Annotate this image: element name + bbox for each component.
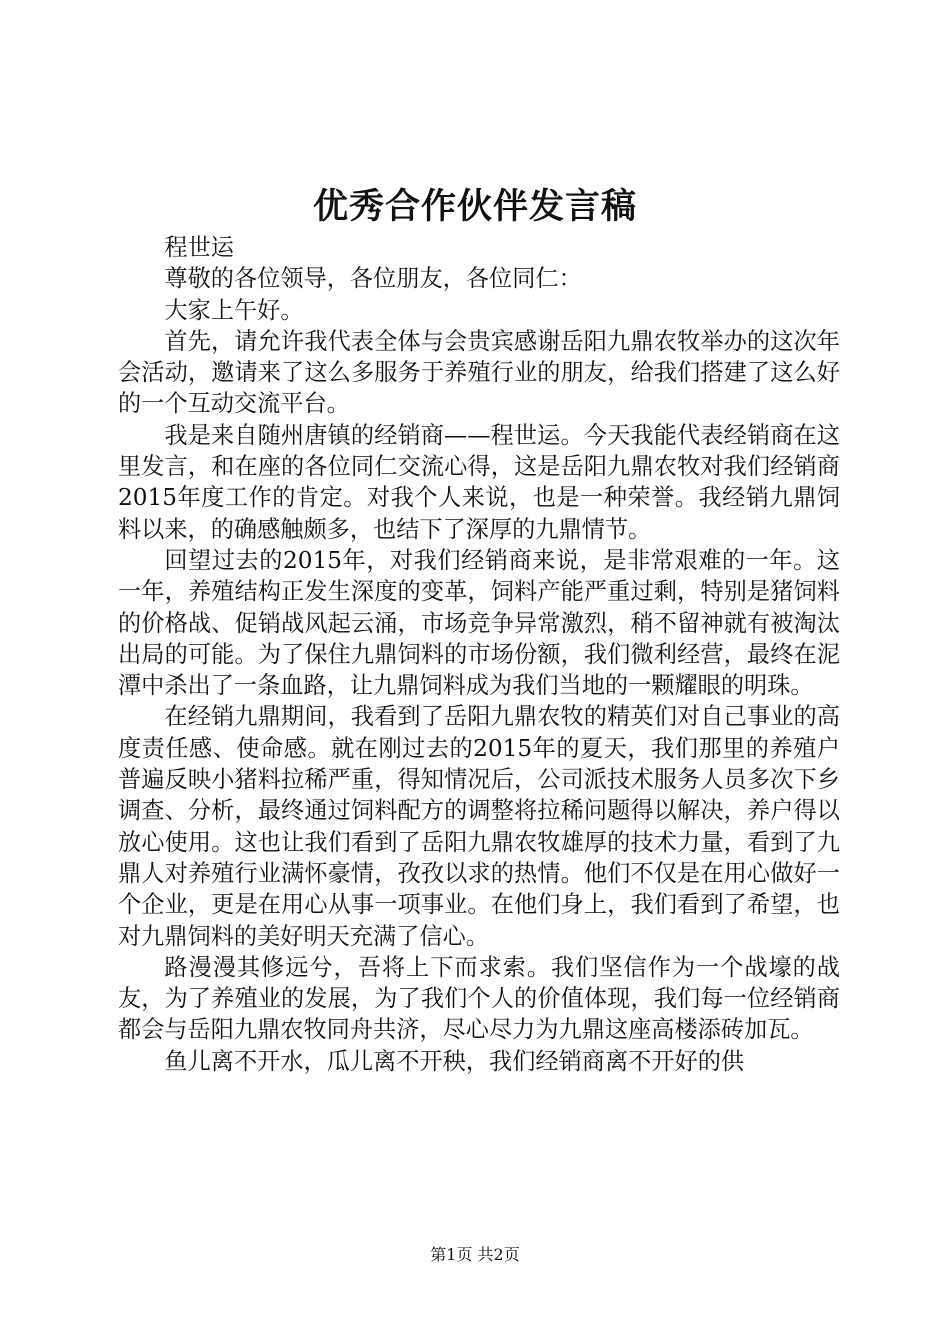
paragraph: 回望过去的2015年，对我们经销商来说，是非常艰难的一年。这一年，养殖结构正发生深度的变革，饲料产能严重过剩，特别是猪饲料的价格战、促销战风起云涌，市场竞争异常激烈，稍不留神就有被淘汰出局的可能。为了保住九鼎饲料的市场份额，我们微利经营，最终在泥潭中杀出了一条血路，让九鼎饲料成为我们当地的一颗耀眼的明珠。 <box>118 546 840 700</box>
paragraph: 鱼儿离不开水，瓜儿离不开秧，我们经销商离不开好的供 <box>164 1047 745 1075</box>
paragraph: 路漫漫其修远兮，吾将上下而求索。我们坚信作为一个战壕的战友，为了养殖业的发展，为了我们个人的价值体现，我们每一位经销商都会与岳阳九鼎农牧同舟共济，尽心尽力为九鼎这座高楼添砖加瓦。 <box>118 953 840 1044</box>
paragraph: 在经销九鼎期间，我看到了岳阳九鼎农牧的精英们对自己事业的高度责任感、使命感。就在刚过去的2015年的夏天，我们那里的养殖户普遍反映小猪料拉稀严重，得知情况后，公司派技术服务人员多次下乡调查、分析，最终通过饲料配方的调整将拉稀问题得以解决，养户得以放心使用。这也让我们看到了岳阳九鼎农牧雄厚的技术力量，看到了九鼎人对养殖行业满怀豪情，孜孜以求的热情。他们不仅是在用心做好一个企业，更是在用心从事一项事业。在他们身上，我们看到了希望，也对九鼎饲料的美好明天充满了信心。 <box>118 703 840 950</box>
author-line: 程世运 <box>164 234 234 261</box>
document-body <box>118 232 840 1077</box>
salutation: 尊敬的各位领导，各位朋友，各位同仁： <box>164 265 582 293</box>
paragraph: 首先，请允许我代表全体与会贵宾感谢岳阳九鼎农牧举办的这次年会活动，邀请来了这么多服务于养殖行业的朋友，给我们搭建了这么好的一个互动交流平台。 <box>118 327 840 418</box>
greeting: 大家上午好。 <box>164 296 304 324</box>
paragraph: 我是来自随州唐镇的经销商——程世运。今天我能代表经销商在这里发言，和在座的各位同仁交流心得，这是岳阳九鼎农牧对我们经销商2015年度工作的肯定。对我个人来说，也是一种荣誉。我经销九鼎饲料以来，的确感触颇多，也结下了深厚的九鼎情节。 <box>118 421 840 543</box>
document-title: 优秀合作伙伴发言稿 <box>312 186 637 227</box>
page-number-footer: 第1页 共2页 <box>430 1245 520 1264</box>
